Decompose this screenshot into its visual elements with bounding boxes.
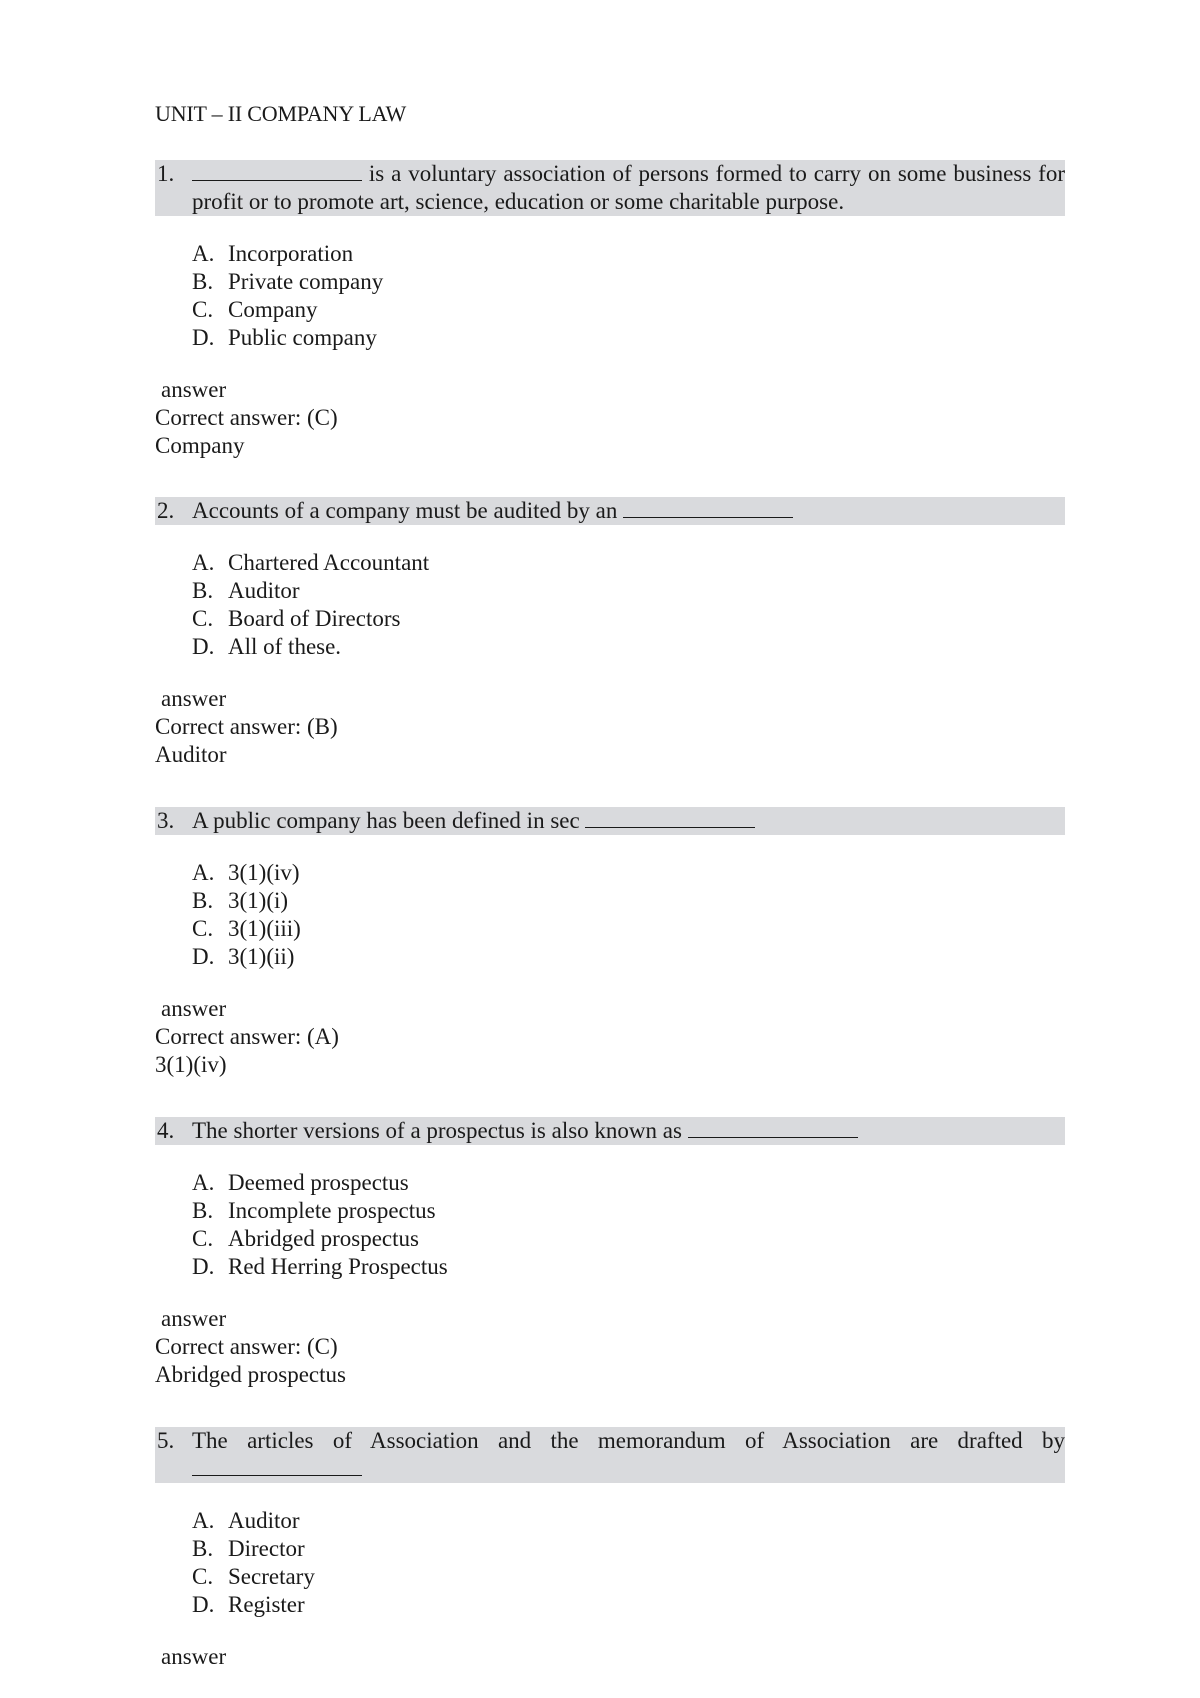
option-letter: A. — [192, 1170, 215, 1195]
option-item — [192, 605, 1065, 633]
answer-label: answer — [161, 996, 227, 1021]
option-letter: A. — [192, 550, 215, 575]
option-text: Deemed prospectus — [228, 1170, 409, 1195]
option-text: Auditor — [228, 1508, 300, 1533]
option-text: Secretary — [228, 1564, 315, 1589]
option-text: Board of Directors — [228, 606, 401, 631]
answer-section — [155, 1643, 1065, 1671]
option-item — [192, 1253, 1065, 1281]
answer-section — [155, 376, 1065, 460]
option-list — [192, 1507, 1065, 1619]
option-item — [192, 859, 1065, 887]
option-letter: A. — [192, 1508, 215, 1533]
option-letter: B. — [192, 578, 214, 603]
option-letter: B. — [192, 269, 214, 294]
option-list — [192, 1169, 1065, 1281]
question-text — [192, 1117, 1065, 1145]
option-letter: A. — [192, 860, 215, 885]
question-3 — [155, 807, 1065, 1079]
question-text — [192, 160, 1065, 216]
option-list — [192, 549, 1065, 661]
option-text: Incomplete prospectus — [228, 1198, 436, 1223]
option-item — [192, 633, 1065, 661]
question-stem-band — [155, 160, 1065, 216]
option-item — [192, 268, 1065, 296]
question-stem-band — [155, 807, 1065, 835]
question-number: 4. — [157, 1118, 175, 1143]
option-text: 3(1)(ii) — [228, 944, 295, 969]
question-stem-band — [155, 1427, 1065, 1483]
option-text: 3(1)(iv) — [228, 860, 300, 885]
question-text — [192, 807, 1065, 835]
question-stem-band — [155, 497, 1065, 525]
question-text-before: The shorter versions of a prospectus is also known as — [192, 1118, 688, 1143]
option-text: Chartered Accountant — [228, 550, 430, 575]
option-item — [192, 1535, 1065, 1563]
option-text: Abridged prospectus — [228, 1226, 419, 1251]
option-letter: A. — [192, 241, 215, 266]
answer-blank — [585, 807, 755, 828]
answer-label: answer — [161, 1306, 227, 1331]
question-text-after: is a voluntary association of persons formed to carry on some business for profit or to promote art, science, education or some charitable purpose. — [192, 161, 1065, 214]
option-item — [192, 943, 1065, 971]
option-list — [192, 240, 1065, 352]
option-item — [192, 1169, 1065, 1197]
question-5 — [155, 1427, 1065, 1671]
option-letter: B. — [192, 1536, 214, 1561]
question-text-before: Accounts of a company must be audited by an — [192, 498, 624, 523]
option-item — [192, 549, 1065, 577]
option-item — [192, 296, 1065, 324]
option-text: Red Herring Prospectus — [228, 1254, 448, 1279]
question-stem-band — [155, 1117, 1065, 1145]
answer-text: 3(1)(iv) — [155, 1052, 227, 1077]
option-item — [192, 887, 1065, 915]
answer-label: answer — [161, 686, 227, 711]
answer-blank — [192, 160, 362, 181]
correct-answer: Correct answer: (A) — [155, 1024, 339, 1049]
option-item — [192, 1507, 1065, 1535]
option-text: Incorporation — [228, 241, 354, 266]
unit-title: UNIT – II COMPANY LAW — [155, 101, 407, 126]
question-text — [192, 497, 1065, 525]
answer-section — [155, 1305, 1065, 1389]
answer-text: Auditor — [155, 742, 227, 767]
correct-answer: Correct answer: (B) — [155, 714, 338, 739]
option-item — [192, 1197, 1065, 1225]
answer-section — [155, 685, 1065, 769]
question-2 — [155, 497, 1065, 769]
answer-blank — [192, 1455, 362, 1476]
option-text: 3(1)(iii) — [228, 916, 301, 941]
answer-label: answer — [161, 1644, 227, 1669]
option-item — [192, 577, 1065, 605]
option-item — [192, 1225, 1065, 1253]
option-text: Company — [228, 297, 318, 322]
option-letter: B. — [192, 1198, 214, 1223]
question-text — [192, 1427, 1065, 1455]
answer-label: answer — [161, 377, 227, 402]
option-letter: B. — [192, 888, 214, 913]
option-text: 3(1)(i) — [228, 888, 289, 913]
question-1 — [155, 160, 1065, 460]
option-letter: C. — [192, 606, 214, 631]
question-text-before: The articles of Association and the memorandum of Association are drafted by — [192, 1428, 1065, 1453]
option-letter: C. — [192, 1564, 214, 1589]
option-text: Director — [228, 1536, 305, 1561]
option-item — [192, 240, 1065, 268]
option-item — [192, 1563, 1065, 1591]
option-list — [192, 859, 1065, 971]
answer-section — [155, 995, 1065, 1079]
option-text: Register — [228, 1592, 305, 1617]
question-number: 3. — [157, 808, 175, 833]
option-letter: C. — [192, 1226, 214, 1251]
option-text: Public company — [228, 325, 377, 350]
question-number: 5. — [157, 1428, 175, 1453]
answer-text: Abridged prospectus — [155, 1362, 346, 1387]
option-letter: D. — [192, 325, 215, 350]
option-letter: C. — [192, 916, 214, 941]
answer-blank — [623, 497, 793, 518]
option-text: All of these. — [228, 634, 342, 659]
option-letter: D. — [192, 1254, 215, 1279]
question-number: 1. — [157, 161, 175, 186]
option-letter: D. — [192, 944, 215, 969]
option-item — [192, 915, 1065, 943]
option-text: Auditor — [228, 578, 300, 603]
option-letter: D. — [192, 634, 215, 659]
question-4 — [155, 1117, 1065, 1389]
option-item — [192, 324, 1065, 352]
option-text: Private company — [228, 269, 384, 294]
answer-text: Company — [155, 433, 245, 458]
correct-answer: Correct answer: (C) — [155, 405, 338, 430]
question-text-before: A public company has been defined in sec — [192, 808, 586, 833]
question-number: 2. — [157, 498, 175, 523]
option-letter: C. — [192, 297, 214, 322]
correct-answer: Correct answer: (C) — [155, 1334, 338, 1359]
option-letter: D. — [192, 1592, 215, 1617]
question-text-line-2 — [192, 1455, 1065, 1483]
answer-blank — [688, 1117, 858, 1138]
option-item — [192, 1591, 1065, 1619]
